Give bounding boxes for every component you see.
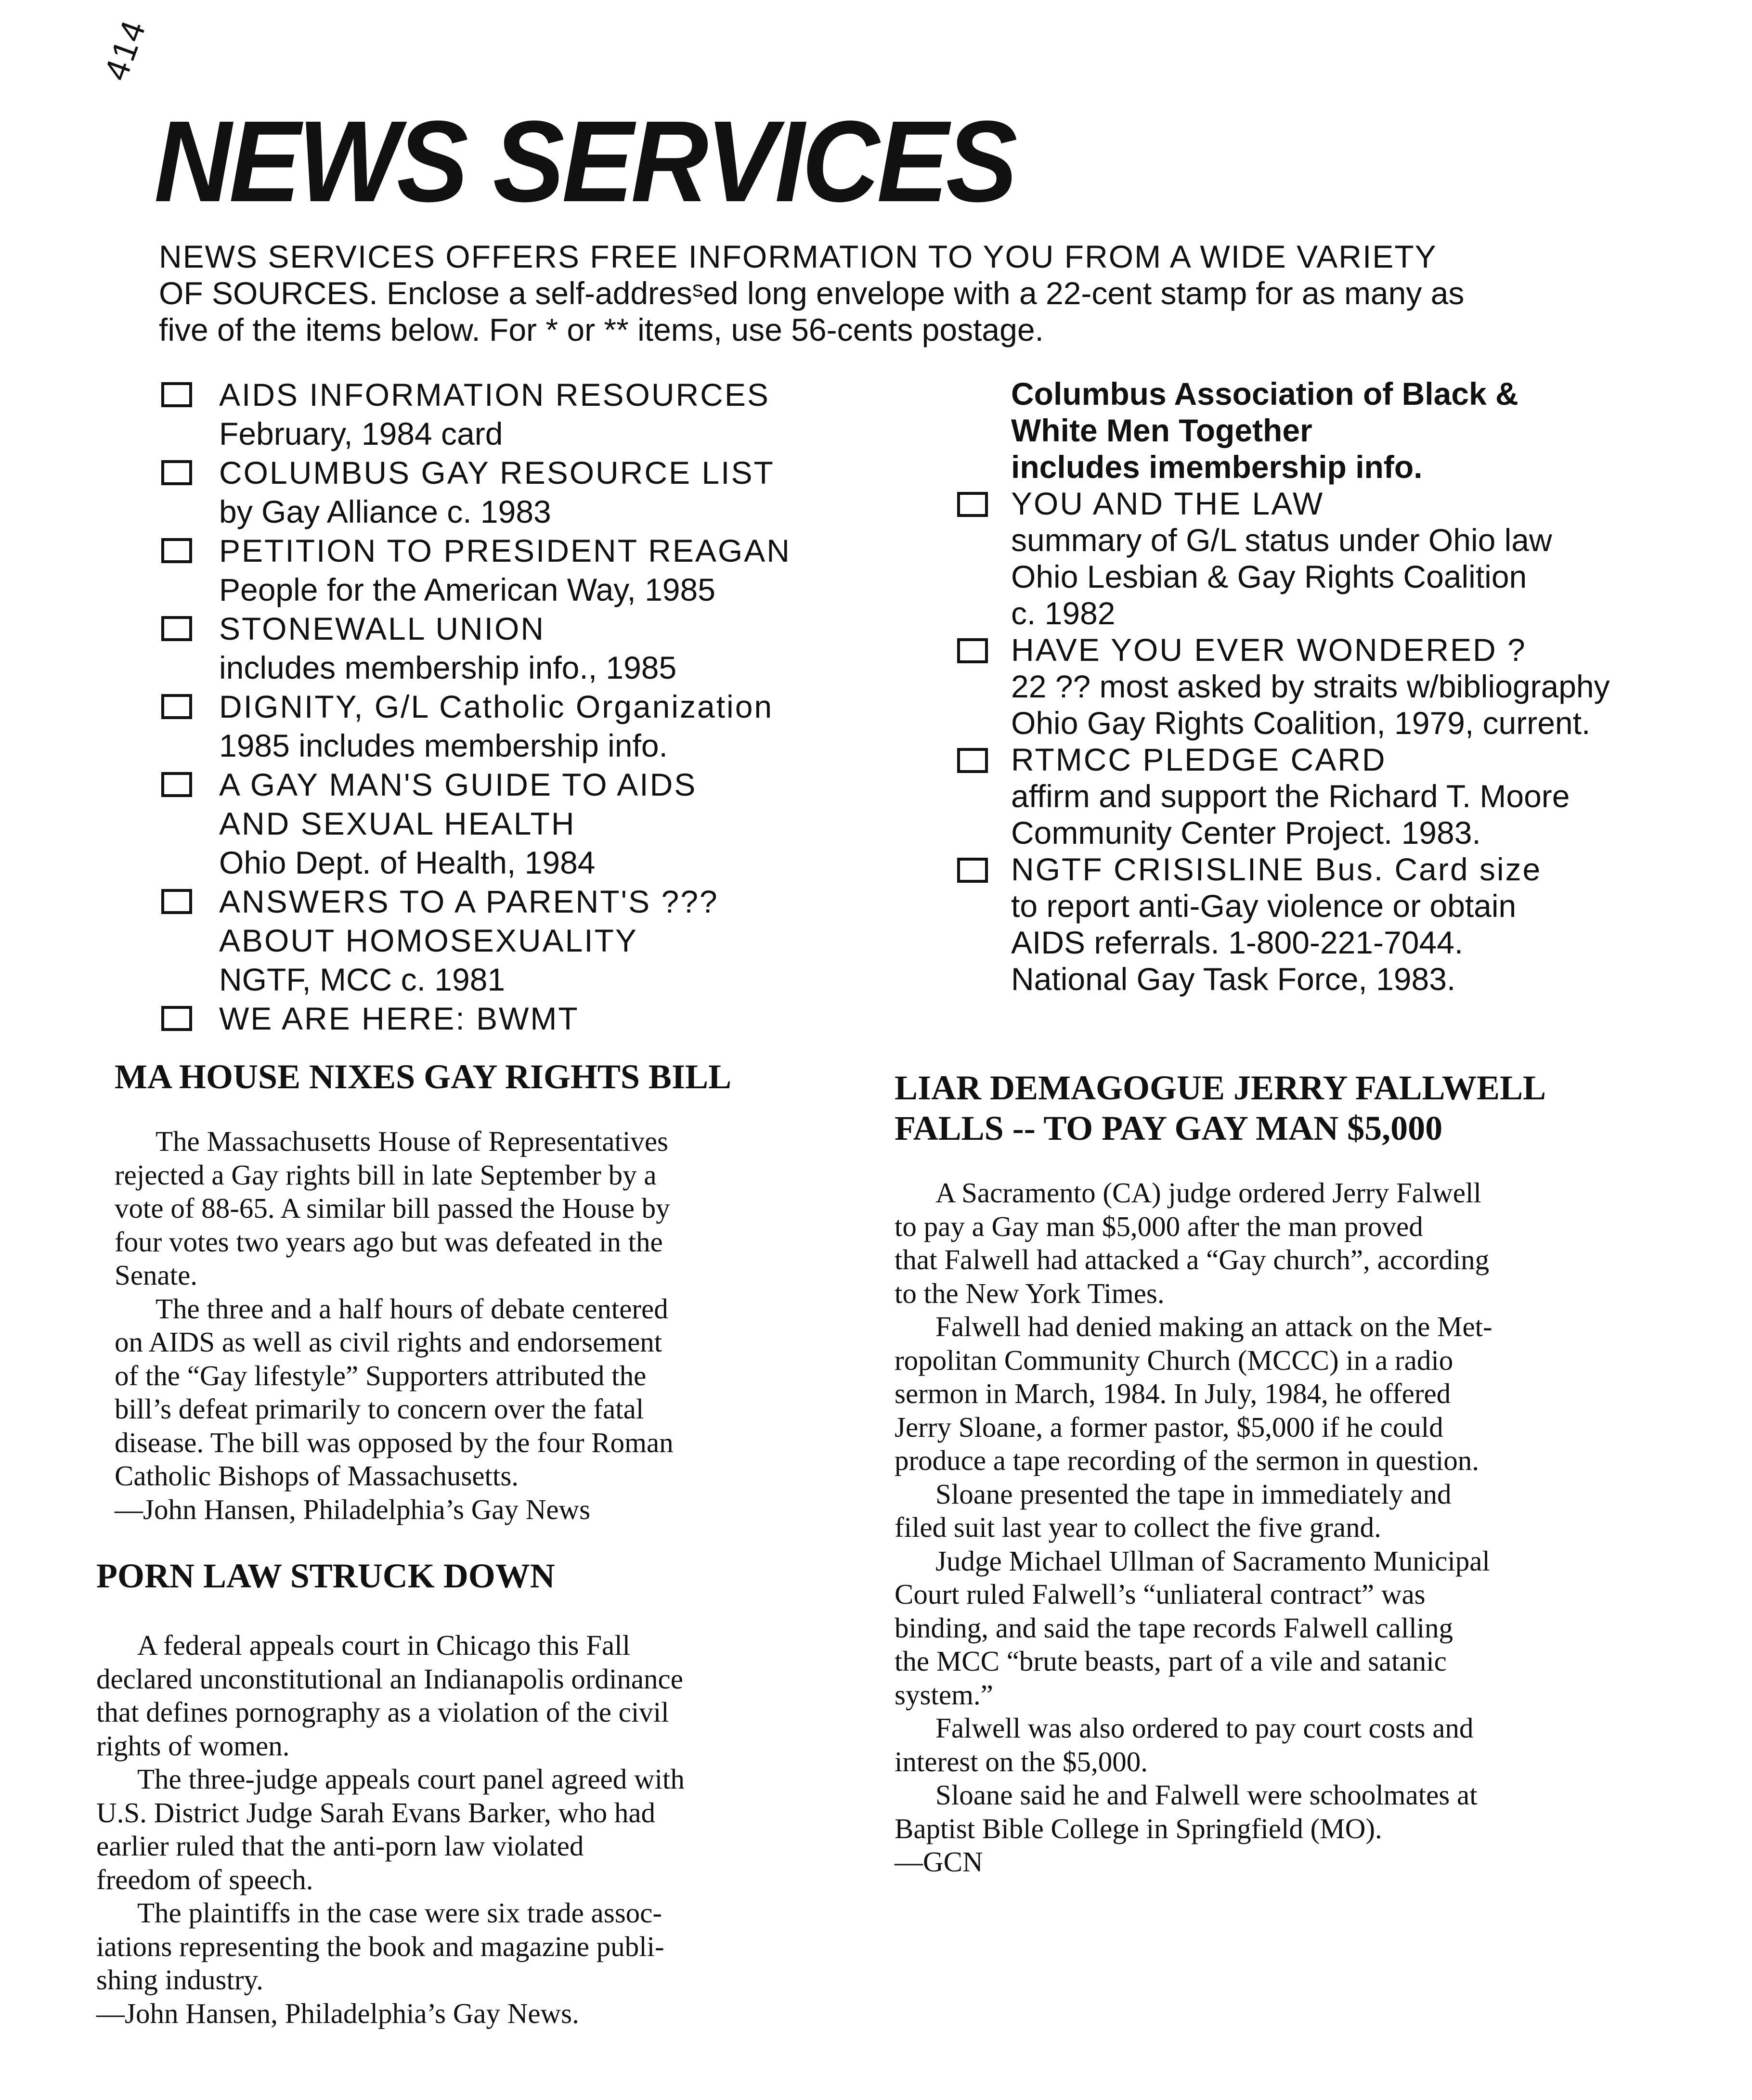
item-detail: Ohio Gay Rights Coalition, 1979, current. [1011,705,1591,741]
text-line: The three-judge appeals court panel agreed with [137,1763,685,1795]
article-body [115,1125,731,1526]
checkbox[interactable] [161,694,192,719]
paragraph [895,1310,1546,1478]
heading-line: LIAR DEMAGOGUE JERRY FALLWELL [895,1069,1546,1107]
article-byline [96,1997,685,2031]
item-detail: NGTF, MCC c. 1981 [219,962,506,997]
text-line: produce a tape recording of the sermon in question. [895,1444,1479,1476]
paragraph [895,1778,1546,1845]
item-title: ANSWERS TO A PARENT'S ??? [219,884,719,919]
item-title: WE ARE HERE: BWMT [219,1001,579,1036]
item-detail: c. 1982 [1011,595,1116,631]
text-line: the MCC “brute beasts, part of a vile and satanic [895,1645,1447,1677]
text-line: ropolitan Community Church (MCCC) in a radio [895,1344,1454,1376]
item-detail: February, 1984 card [219,416,503,451]
left-checklist [219,375,791,1038]
item-detail: People for the American Way, 1985 [219,572,715,607]
item-title: A GAY MAN'S GUIDE TO AIDS [219,767,697,802]
text-line: —John Hansen, Philadelphia’s Gay News. [96,1997,579,2029]
article-heading [96,1556,685,1596]
checklist-item [1011,631,1610,741]
checkbox[interactable] [957,638,988,663]
item-title: STONEWALL UNION [219,611,545,646]
item-detail: Ohio Dept. of Health, 1984 [219,845,596,880]
checklist-item [219,453,791,531]
heading-line: PORN LAW STRUCK DOWN [96,1557,555,1595]
item-detail: by Gay Alliance c. 1983 [219,494,551,529]
text-line: Jerry Sloane, a former pastor, $5,000 if he could [895,1411,1443,1443]
item-title: HAVE YOU EVER WONDERED ? [1011,632,1527,668]
checklist-item [219,999,791,1038]
checkbox[interactable] [161,889,192,914]
item-title: YOU AND THE LAW [1011,486,1324,521]
checklist-item [219,375,791,453]
heading-line: MA HOUSE NIXES GAY RIGHTS BILL [115,1057,732,1096]
checklist-item [219,609,791,687]
checklist-item [1011,485,1610,631]
checklist-item [219,531,791,609]
text-line: on AIDS as well as civil rights and endorsement [115,1326,662,1358]
checkbox[interactable] [957,748,988,773]
heading-line: FALLS -- TO PAY GAY MAN $5,000 [895,1109,1443,1147]
intro-text [159,238,1464,348]
item-detail: includes imembership info. [1011,449,1423,485]
text-line: Falwell was also ordered to pay court costs and [935,1712,1474,1744]
text-line: rights of women. [96,1729,290,1762]
item-title: ABOUT HOMOSEXUALITY [219,923,638,958]
text-line: A Sacramento (CA) judge ordered Jerry Falwell [935,1177,1481,1209]
text-line: rejected a Gay rights bill in late September by a [115,1159,657,1191]
text-line: to pay a Gay man $5,000 after the man proved [895,1210,1423,1242]
paragraph [895,1712,1546,1778]
paragraph [895,1478,1546,1545]
page-title: NEWS SERVICES [154,97,1015,226]
item-title: AND SEXUAL HEALTH [219,806,576,841]
paragraph [115,1125,731,1292]
checklist-item [1011,741,1610,851]
text-line: vote of 88-65. A similar bill passed the House by [115,1192,670,1224]
paragraph [96,1896,685,1997]
paragraph [96,1763,685,1896]
text-line: Sloane said he and Falwell were schoolmates at [935,1779,1478,1811]
page-number: 414 [96,14,154,86]
text-line: —GCN [895,1846,983,1878]
item-detail: to report anti-Gay violence or obtain [1011,888,1517,924]
checkbox[interactable] [161,538,192,563]
item-detail: Ohio Lesbian & Gay Rights Coalition [1011,559,1527,594]
text-line: The plaintiffs in the case were six trade assoc- [137,1897,662,1929]
text-line: Sloane presented the tape in immediately and [935,1478,1452,1510]
item-title: COLUMBUS GAY RESOURCE LIST [219,455,775,490]
text-line: iations representing the book and magazine publi- [96,1930,664,1962]
item-detail: White Men Together [1011,412,1312,448]
article-body [895,1176,1546,1879]
text-line: to the New York Times. [895,1277,1165,1309]
text-line: filed suit last year to collect the five grand. [895,1511,1381,1543]
text-line: disease. The bill was opposed by the four Roman [115,1426,674,1458]
text-line: A federal appeals court in Chicago this Fall [137,1629,631,1661]
text-line: Court ruled Falwell’s “unliateral contract” was [895,1578,1426,1610]
paragraph [115,1292,731,1493]
text-line: bill’s defeat primarily to concern over the fatal [115,1393,644,1425]
text-line: freedom of speech. [96,1863,313,1895]
checkbox[interactable] [161,460,192,485]
item-title: RTMCC PLEDGE CARD [1011,742,1387,777]
text-line: Baptist Bible College in Springfield (MO). [895,1812,1382,1844]
text-line: Senate. [115,1259,198,1291]
text-line: —John Hansen, Philadelphia’s Gay News [115,1493,591,1525]
text-line: that defines pornography as a violation of the civil [96,1696,669,1728]
checklist-item [219,687,791,765]
checkbox[interactable] [161,772,192,797]
article-byline [115,1493,731,1527]
article-falwell [895,1068,1546,1879]
intro-line: NEWS SERVICES OFFERS FREE INFORMATION TO YOU FROM A WIDE VARIETY [159,239,1437,274]
text-line: sermon in March, 1984. In July, 1984, he offered [895,1378,1451,1409]
text-line: interest on the $5,000. [895,1745,1148,1778]
item-detail: Community Center Project. 1983. [1011,815,1481,850]
text-line: earlier ruled that the anti-porn law violated [96,1830,584,1862]
item-title: PETITION TO PRESIDENT REAGAN [219,533,791,568]
item-detail: 1985 includes membership info. [219,728,668,763]
right-checklist [1011,375,1610,997]
item-detail: 22 ?? most asked by straits w/bibliography [1011,669,1610,704]
checklist-item [1011,851,1610,997]
text-line: U.S. District Judge Sarah Evans Barker, who had [96,1796,656,1829]
item-title: AIDS INFORMATION RESOURCES [219,377,770,412]
article-heading [895,1068,1546,1148]
text-line: shing industry. [96,1964,263,1996]
article-heading [115,1056,731,1097]
checkbox[interactable] [161,616,192,641]
checkbox[interactable] [161,382,192,407]
checkbox[interactable] [957,492,988,517]
item-detail: AIDS referrals. 1-800-221-7044. [1011,925,1464,960]
checkbox[interactable] [957,858,988,883]
text-line: that Falwell had attacked a “Gay church”, according [895,1244,1490,1275]
paragraph [895,1545,1546,1712]
item-detail: includes membership info., 1985 [219,650,677,685]
text-line: of the “Gay lifestyle” Supporters attributed the [115,1359,647,1391]
checklist-item [219,765,791,882]
text-line: four votes two years ago but was defeated in the [115,1225,663,1258]
text-line: The three and a half hours of debate centered [156,1292,668,1325]
article-byline [895,1845,1546,1879]
item-detail: affirm and support the Richard T. Moore [1011,778,1570,814]
article-body [96,1629,685,2030]
text-line: Judge Michael Ullman of Sacramento Municipal [935,1545,1490,1577]
item-title: DIGNITY, G/L Catholic Organization [219,689,774,724]
article-porn-law [96,1556,685,2030]
text-line: The Massachusetts House of Representatives [156,1125,668,1157]
article-ma-house [115,1056,731,1526]
text-line: system.” [895,1678,993,1711]
checklist-item [219,882,791,999]
checkbox[interactable] [161,1006,192,1031]
text-line: Catholic Bishops of Massachusetts. [115,1460,519,1492]
item-detail: National Gay Task Force, 1983. [1011,961,1456,997]
paragraph [96,1629,685,1763]
intro-line: five of the items below. For * or ** items, use 56-cents postage. [159,312,1044,348]
item-detail: summary of G/L status under Ohio law [1011,522,1552,558]
item-detail: Columbus Association of Black & [1011,376,1518,412]
text-line: binding, and said the tape records Falwell calling [895,1611,1454,1644]
intro-line: OF SOURCES. Enclose a self-addresˢed long envelope with a 22-cent stamp for as many as [159,275,1465,311]
item-title: NGTF CRISISLINE Bus. Card size [1011,851,1542,887]
text-line: declared unconstitutional an Indianapolis ordinance [96,1662,683,1695]
paragraph [895,1176,1546,1310]
text-line: Falwell had denied making an attack on the Met- [935,1311,1492,1342]
checklist-item [1011,375,1610,485]
